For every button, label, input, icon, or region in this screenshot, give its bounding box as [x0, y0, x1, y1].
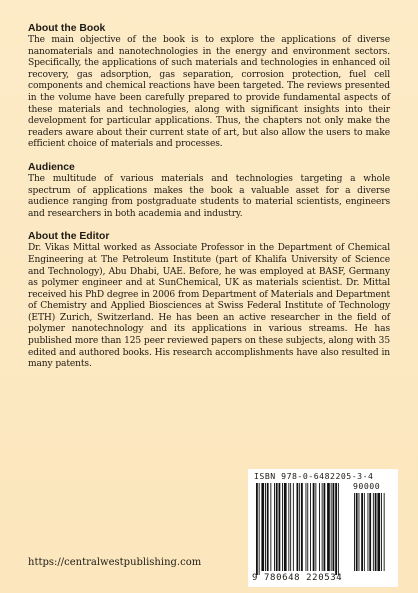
barcode-bar — [297, 483, 299, 571]
addon-bar — [361, 493, 363, 571]
about-book-section — [28, 22, 390, 151]
addon-bar — [356, 493, 358, 571]
barcode-bar — [333, 483, 335, 571]
barcode-bar — [338, 483, 339, 575]
barcode-bar — [306, 483, 307, 571]
audience-text: The multitude of various materials and technologies targeting a whole spectrum of applications makes the book a valuable asset for a diverse audience ranging from postgraduate students to material scientists, engineers and researchers in both academia and industry. — [28, 173, 390, 219]
barcode-bar — [319, 483, 320, 571]
addon-bar — [373, 493, 374, 571]
barcode-bar — [279, 483, 281, 571]
addon-bar — [384, 493, 385, 571]
about-editor-text: Dr. Vikas Mittal worked as Associate Professor in the Department of Chemical Engineering at The Petroleum Institute (part of Khalifa University of Science and Technology), Abu Dhabi, UAE. Before, he was employed at BASF, Germany as polymer engineer and at SunChemical, UK as materials scientist. Dr. Mittal received his PhD degree in 2006 from Department of Materials and Department of Chemistry and Applied Biosciences at Swiss Federal Institute of Technology (ETH) Zurich, Switzerland. He has been an active researcher in the field of polymer nanotechnology and its applications in various streams. He has published more than 125 peer reviewed papers on these subjects, along with 35 edited and authored books. His research accomplishments have also resulted in many patents. — [28, 243, 390, 370]
addon-bar — [368, 493, 369, 571]
about-editor-section — [28, 230, 390, 371]
barcode-bar — [331, 483, 332, 571]
barcode-digits: 9 780648 220534 — [252, 573, 343, 583]
about-editor-heading: About the Editor — [28, 231, 110, 243]
barcode-bar — [307, 483, 308, 571]
barcode-bar — [310, 483, 311, 571]
addon-bar — [369, 493, 371, 571]
barcode-bar — [290, 483, 291, 571]
barcode-bar — [276, 483, 278, 571]
barcode-bar — [259, 483, 260, 575]
barcode-bar — [282, 483, 283, 571]
barcode-bar — [274, 483, 275, 571]
audience-section — [28, 161, 390, 220]
isbn-barcode — [248, 469, 398, 587]
barcode-bar — [327, 483, 330, 571]
publisher-url: https://centralwestpublishing.com — [28, 557, 202, 568]
barcode-bar — [322, 483, 323, 571]
addon-bar — [381, 493, 382, 571]
barcode-bar — [299, 483, 300, 571]
barcode-bar — [267, 483, 269, 571]
about-book-heading: About the Book — [28, 23, 106, 34]
barcode-bar — [270, 483, 271, 571]
barcode-bar — [335, 483, 337, 575]
barcode-addon: 90000 — [353, 481, 381, 491]
barcode-bar — [293, 483, 294, 571]
barcode-bars — [248, 469, 398, 587]
barcode-bar — [284, 483, 287, 571]
addon-bar — [375, 493, 377, 571]
barcode-bar — [315, 483, 316, 571]
addon-bar — [377, 493, 380, 571]
barcode-bar — [256, 483, 258, 575]
audience-heading: Audience — [28, 161, 75, 173]
barcode-bar — [324, 483, 326, 571]
barcode-bar — [313, 483, 315, 571]
barcode-bar — [288, 483, 289, 571]
addon-bar — [359, 493, 360, 571]
barcode-bar — [301, 483, 303, 571]
barcode-bar — [265, 483, 266, 571]
isbn-label: ISBN 978-0-6482205-3-4 — [254, 471, 374, 481]
cover-text — [28, 22, 390, 371]
barcode-bar — [261, 483, 264, 571]
about-book-text: The main objective of the book is to explore the applications of diverse nanomaterials and nanotechnologies in the energy and environment sectors. Specifically, the applications of such materials and technologies in enhanced oil recovery, gas adsorption, gas separation, corrosion protection, fuel cell components and chemical reactions have been targeted. The reviews presented in the volume have been carefully prepared to provide fundamental aspects of these materials and technologies, along with significant insights into their development for particular applications. Thus, the chapters not only make the readers aware about their current state of art, but also allow the users to make efficient choice of materials and processes. — [28, 35, 390, 150]
addon-bar — [364, 493, 365, 571]
addon-bar — [354, 493, 355, 571]
